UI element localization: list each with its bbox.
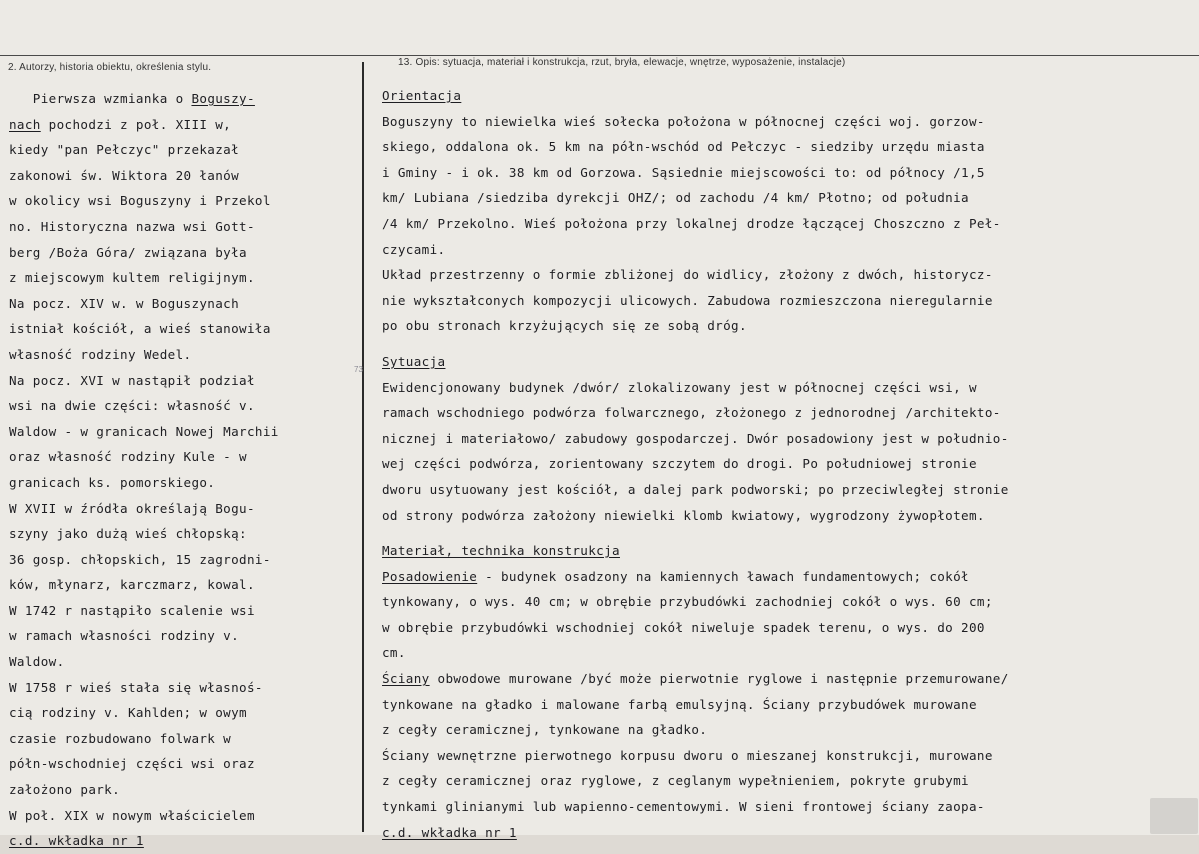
sciany-line: z cegły ceramicznej, tynkowane na gładko. xyxy=(382,722,708,738)
sciany-label: Ściany xyxy=(382,671,430,687)
orientacja-line: czycami. xyxy=(382,241,446,257)
sytuacja-line: od strony podwórza założony niewielki klomb kwiatowy, wygrodzony żywopłotem. xyxy=(382,507,985,523)
history-line: własność rodziny Wedel. xyxy=(9,346,192,362)
history-line: szyny jako dużą wieś chłopską: xyxy=(9,526,247,542)
heading-orientacja: Orientacja xyxy=(382,88,462,103)
history-line: Waldow - w granicach Nowej Marchii xyxy=(9,423,279,439)
orientacja-line: po obu stronach krzyżujących się ze sobą dróg. xyxy=(382,318,747,334)
posadowienie-label: Posadowienie xyxy=(382,568,478,584)
sytuacja-line: dworu usytuowany jest kościół, a dalej park podworski; po przeciwległej stronie xyxy=(382,481,1009,497)
orientacja-line: nie wykształconych kompozycji ulicowych. Zabudowa rozmieszczona nieregularnie xyxy=(382,292,993,308)
orientacja-line: skiego, oddalona ok. 5 km na półn-wschód od Pełczyc - siedziby urzędu miasta xyxy=(382,139,985,155)
history-line: no. Historyczna nazwa wsi Gott- xyxy=(9,218,255,234)
sciany-line: tynkowane na gładko i malowane farbą emulsyjną. Ściany przybudówek murowane xyxy=(382,696,977,712)
continued-note-right: c.d. wkładka nr 1 xyxy=(382,824,517,840)
history-line: Na pocz. XVI w nastąpił podział xyxy=(9,372,255,388)
history-line: cią rodziny v. Kahlden; w owym xyxy=(9,705,247,721)
sciany-line: Ściany wewnętrzne pierwotnego korpusu dworu o mieszanej konstrukcji, murowane xyxy=(382,747,993,763)
history-line: Na pocz. XIV w. w Boguszynach xyxy=(9,295,240,311)
orientacja-line: Układ przestrzenny o formie zbliżonej do widlicy, złożony z dwóch, historycz- xyxy=(382,267,993,283)
sytuacja-line: Ewidencjonowany budynek /dwór/ zlokalizowany jest w północnej części wsi, w xyxy=(382,379,977,395)
history-line: nach pochodzi z poł. XIII w, xyxy=(9,116,232,132)
history-line: berg /Boża Góra/ związana była xyxy=(9,244,247,260)
right-column-header: 13. Opis: sytuacja, materiał i konstrukcja, rzut, bryła, elewacje, wnętrze, wyposażenie, instalacje) xyxy=(398,57,846,68)
history-line: W XVII w źródła określają Bogu- xyxy=(9,500,255,516)
description-column xyxy=(382,83,1197,845)
history-line: oraz własność rodziny Kule - w xyxy=(9,449,247,465)
history-line: w okolicy wsi Boguszyny i Przekol xyxy=(9,193,271,209)
posadowienie-line: Posadowienie - budynek osadzony na kamiennych ławach fundamentowych; cokół xyxy=(382,568,969,584)
top-rule xyxy=(0,55,1199,56)
history-line: istniał kościół, a wieś stanowiła xyxy=(9,321,271,337)
orientacja-line: /4 km/ Przekolno. Wieś położona przy lokalnej drodze łączącej Choszczno z Peł- xyxy=(382,215,1001,231)
orientacja-line: km/ Lubiana /siedziba dyrekcji OHZ/; od zachodu /4 km/ Płotno; od południa xyxy=(382,190,969,206)
heading-sytuacja: Sytuacja xyxy=(382,353,446,369)
left-column-header: 2. Autorzy, historia obiektu, określenia stylu. xyxy=(8,62,212,73)
column-divider xyxy=(362,62,364,832)
history-line: Waldow. xyxy=(9,654,65,670)
orientacja-line: Boguszyny to niewielka wieś sołecka położona w północnej części woj. gorzow- xyxy=(382,113,985,129)
sciany-line: Ściany obwodowe murowane /być może pierwotnie ryglowe i następnie przemurowane/ xyxy=(382,671,1009,687)
sciany-line: z cegły ceramicznej oraz ryglowe, z ceglanym wypełnieniem, pokryte grubymi xyxy=(382,773,969,789)
history-line: zakonowi św. Wiktora 20 łanów xyxy=(9,167,240,183)
sytuacja-line: wej części podwórza, zorientowany szczytem do drogi. Po południowej stronie xyxy=(382,456,977,472)
corner-smudge xyxy=(1150,798,1198,834)
posadowienie-line: tynkowany, o wys. 40 cm; w obrębie przybudówki zachodniej cokół o wys. 60 cm; xyxy=(382,594,993,610)
heading-material: Materiał, technika konstrukcja xyxy=(382,543,620,559)
history-line: W 1742 r nastąpiło scalenie wsi xyxy=(9,602,255,618)
history-line: ków, młynarz, karczmarz, kowal. xyxy=(9,577,255,593)
history-line: Pierwsza wzmianka o Boguszy- xyxy=(9,91,255,106)
history-line: półn-wschodniej części wsi oraz xyxy=(9,756,255,772)
posadowienie-line: cm. xyxy=(382,645,406,661)
history-line: w ramach własności rodziny v. xyxy=(9,628,240,644)
history-column xyxy=(9,86,359,854)
history-line: W 1758 r wieś stała się własnoś- xyxy=(9,679,263,695)
history-line: granicach ks. pomorskiego. xyxy=(9,474,216,490)
orientacja-line: i Gminy - i ok. 38 km od Gorzowa. Sąsiednie miejscowości to: od północy /1,5 xyxy=(382,164,985,180)
history-line: W poł. XIX w nowym właścicielem xyxy=(9,807,255,823)
sytuacja-line: ramach wschodniego podwórza folwarcznego, złożonego z jednorodnej /architekto- xyxy=(382,405,1001,421)
history-line: kiedy "pan Pełczyc" przekazał xyxy=(9,142,240,158)
stamp-number: 73 xyxy=(354,365,363,374)
history-line: 36 gosp. chłopskich, 15 zagrodni- xyxy=(9,551,271,567)
posadowienie-line: w obrębie przybudówki wschodniej cokół niweluje spadek terenu, o wys. do 200 xyxy=(382,619,985,635)
history-line: założono park. xyxy=(9,782,121,798)
continued-note-left: c.d. wkładka nr 1 xyxy=(9,833,144,849)
history-line: wsi na dwie części: własność v. xyxy=(9,398,255,414)
sytuacja-line: nicznej i materiałowo/ zabudowy gospodarczej. Dwór posadowiony jest w południo- xyxy=(382,430,1009,446)
history-line: z miejscowym kultem religijnym. xyxy=(9,270,255,286)
sciany-line: tynkami glinianymi lub wapienno-cementowymi. W sieni frontowej ściany zaopa- xyxy=(382,799,985,815)
history-line: czasie rozbudowano folwark w xyxy=(9,730,232,746)
